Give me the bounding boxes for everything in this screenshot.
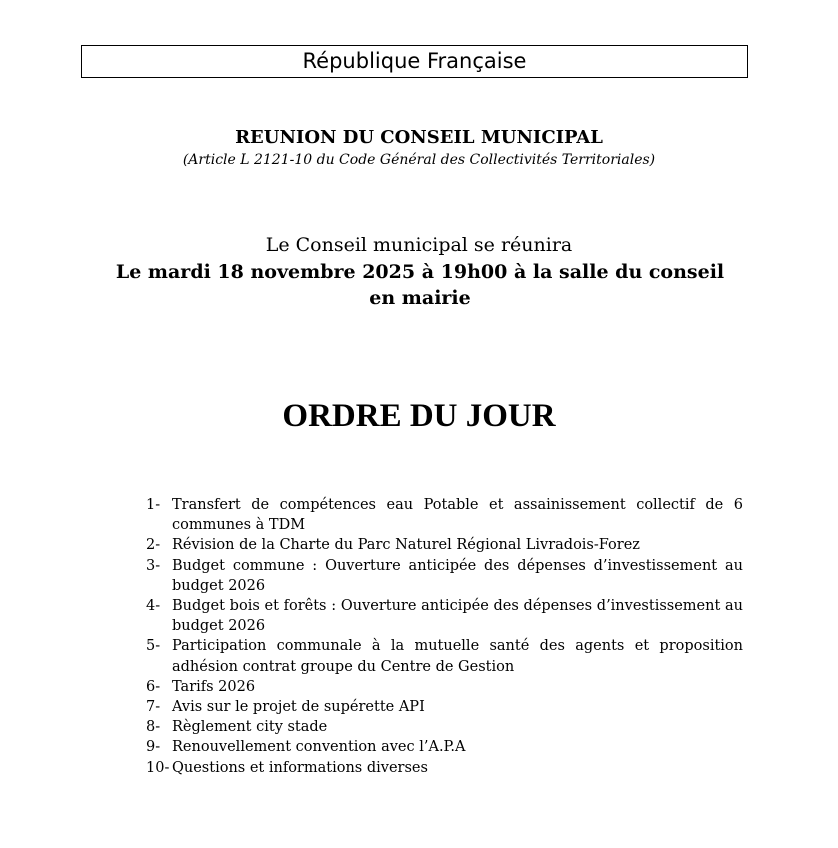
agenda-item	[146, 677, 743, 697]
agenda-item-text: Avis sur le projet de supérette API	[172, 699, 425, 716]
agenda-item-number: 4-	[146, 598, 161, 615]
agenda-item-number: 6-	[146, 678, 161, 695]
agenda-item-text: Budget bois et forêts : Ouverture anticipée des dépenses d’investissement au budget 2026	[172, 598, 743, 635]
agenda-item-number: 5-	[146, 638, 161, 655]
agenda-item	[146, 758, 743, 778]
agenda-item-text: Renouvellement convention avec l’A.P.A	[172, 739, 466, 756]
agenda-item-number: 2-	[146, 537, 161, 554]
agenda-item	[146, 556, 743, 596]
meeting-announcement: Le Conseil municipal se réunira	[265, 234, 573, 256]
agenda-item	[146, 717, 743, 737]
agenda-item-number: 7-	[146, 699, 161, 716]
agenda-list	[146, 495, 743, 778]
header-republique: République Française	[81, 45, 748, 78]
agenda-item-number: 10-	[146, 759, 170, 776]
agenda-item	[146, 495, 743, 535]
agenda-item-number: 9-	[146, 739, 161, 756]
agenda-item	[146, 596, 743, 636]
agenda-item-text: Budget commune : Ouverture anticipée des dépenses d’investissement au budget 2026	[172, 557, 743, 594]
legal-reference: (Article L 2121-10 du Code Général des Collectivités Territoriales)	[182, 152, 656, 168]
agenda-item	[146, 636, 743, 676]
agenda-item-text: Tarifs 2026	[172, 678, 256, 695]
agenda-item-text: Révision de la Charte du Parc Naturel Régional Livradois-Forez	[172, 537, 640, 554]
agenda-item-number: 8-	[146, 719, 161, 736]
agenda-item-text: Participation communale à la mutuelle santé des agents et proposition adhésion contrat groupe du Centre de Gestion	[172, 638, 743, 675]
agenda-heading: ORDRE DU JOUR	[282, 398, 556, 434]
agenda-item	[146, 697, 743, 717]
agenda-item-text: Questions et informations diverses	[172, 759, 428, 776]
agenda-item	[146, 737, 743, 757]
meeting-date-place: Le mardi 18 novembre 2025 à 19h00 à la salle du conseil en mairie	[115, 261, 725, 309]
agenda-item-number: 1-	[146, 497, 161, 513]
agenda-item-text: Règlement city stade	[172, 719, 328, 736]
meeting-title: REUNION DU CONSEIL MUNICIPAL	[235, 127, 603, 148]
agenda-item-text: Transfert de compétences eau Potable et assainissement collectif de 6 communes à TDM	[172, 497, 743, 534]
agenda-item-number: 3-	[146, 557, 161, 574]
agenda-item	[146, 535, 743, 555]
